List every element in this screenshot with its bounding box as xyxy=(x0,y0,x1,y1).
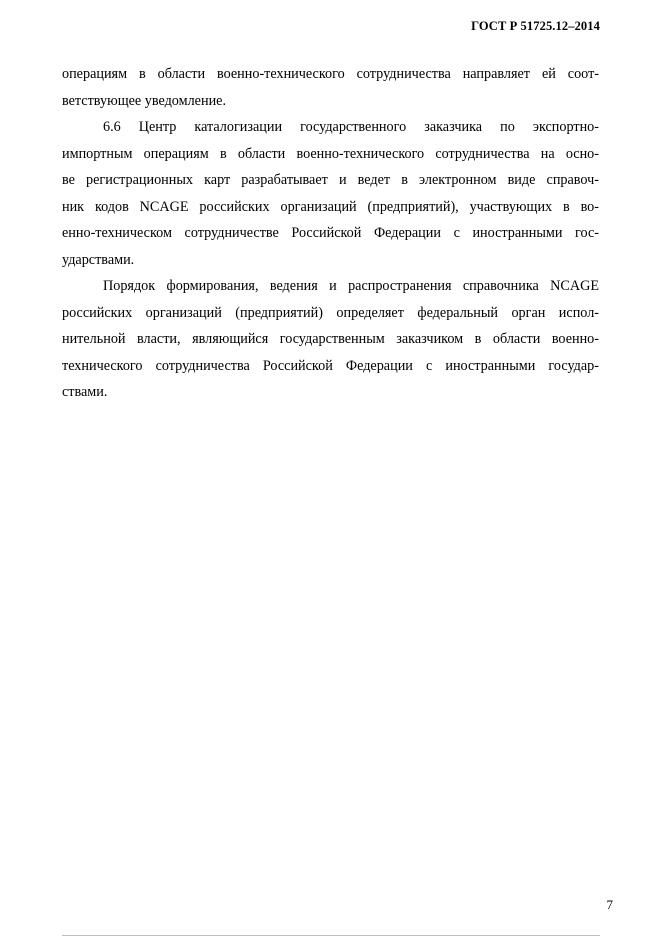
text-line: ник кодов NCAGE российских организаций (предприятий), участвующих в во- xyxy=(62,198,599,215)
document-header: ГОСТ Р 51725.12–2014 xyxy=(471,19,600,33)
text-line: ве регистрационных карт разрабатывает и ведет в электронном виде справоч- xyxy=(62,172,599,188)
text-line: российских организаций (предприятий) определяет федеральный орган испол- xyxy=(62,304,599,321)
text-line: енно-техническом сотрудничестве Российской Федерации с иностранными гос- xyxy=(62,225,599,241)
text-line: импортным операциям в области военно-технического сотрудничества на осно- xyxy=(62,145,599,162)
text-line: операциям в области военно-технического сотрудничества направляет ей соот- xyxy=(62,66,599,82)
paragraph xyxy=(62,273,599,406)
text-line: 6.6 Центр каталогизации государственного заказчика по экспортно- xyxy=(103,119,599,135)
text-line: ветствующее уведомление. xyxy=(62,92,227,109)
text-line: ствами. xyxy=(62,384,108,400)
paragraph xyxy=(62,114,599,273)
page-number: 7 xyxy=(606,897,613,912)
document-body xyxy=(62,61,599,406)
text-line: нительной власти, являющийся государственным заказчиком в области военно- xyxy=(62,331,599,347)
text-line: технического сотрудничества Российской Федерации с иностранными государ- xyxy=(62,357,599,374)
text-line: Порядок формирования, ведения и распространения справочника NCAGE xyxy=(103,278,599,294)
text-line: ударствами. xyxy=(62,251,135,268)
paragraph xyxy=(62,61,599,114)
